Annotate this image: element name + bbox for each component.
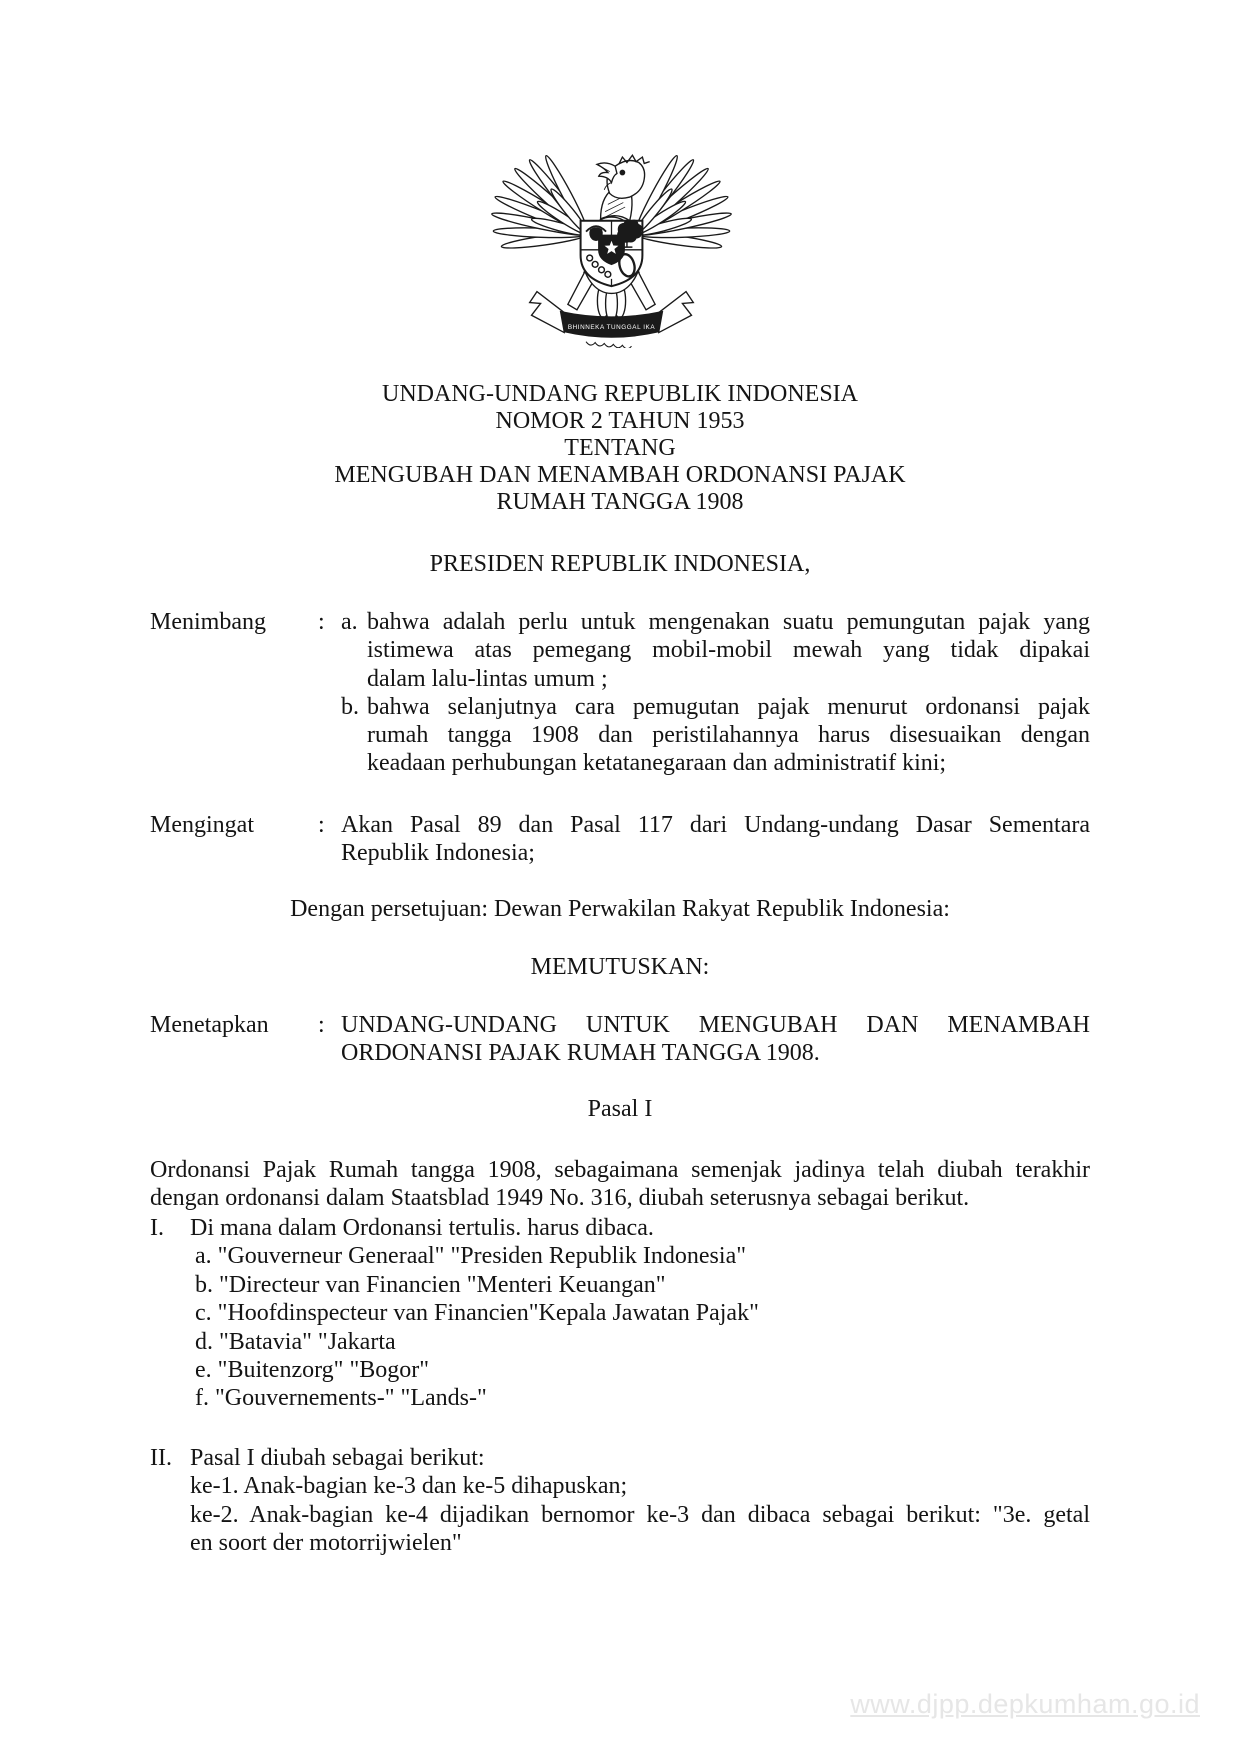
text-line: Akan Pasal 89 dan Pasal 117 dari Undang-undang Dasar Sementara	[341, 812, 1090, 838]
mengingat-section	[150, 811, 1090, 868]
list-item-e: e. "Buitenzorg" "Bogor"	[195, 1357, 430, 1384]
section-2	[150, 1444, 1090, 1558]
list-item-c: c. "Hoofdinspecteur van Financien"Kepala Jawatan Pajak"	[195, 1300, 759, 1327]
memutuskan-heading: MEMUTUSKAN:	[530, 954, 710, 980]
text-line: bahwa selanjutnya cara pemugutan pajak menurut ordonansi pajak	[367, 693, 1090, 720]
item-text	[367, 693, 1090, 778]
intro-paragraph	[150, 1156, 1090, 1213]
section-1-content	[190, 1214, 1090, 1413]
section-1	[150, 1214, 1090, 1413]
text-line: bahwa adalah perlu untuk mengenakan suatu pemungutan pajak yang	[367, 609, 1090, 635]
head	[597, 155, 650, 220]
shield-emblem	[581, 220, 643, 286]
title-line-5: RUMAH TANGGA 1908	[496, 489, 744, 515]
section-1-items	[190, 1242, 1090, 1412]
menetapkan-colon: :	[318, 1012, 325, 1038]
title-line-3: TENTANG	[564, 435, 676, 461]
mengingat-label: Mengingat	[150, 812, 254, 838]
section-2-line-3: en soort der motorrijwielen"	[190, 1530, 462, 1557]
mengingat-colon: :	[318, 812, 325, 838]
persetujuan-line: Dengan persetujuan: Dewan Perwakilan Rakyat Republik Indonesia:	[290, 896, 950, 922]
text-line: Republik Indonesia;	[341, 840, 535, 867]
document-title	[0, 381, 1240, 516]
text-line: keadaan perhubungan ketatanegaraan dan administratif kini;	[367, 750, 947, 777]
menimbang-label: Menimbang	[150, 609, 266, 635]
president-heading: PRESIDEN REPUBLIK INDONESIA,	[429, 551, 811, 577]
section-2-numeral: II.	[150, 1445, 172, 1471]
text-line: rumah tangga 1908 dan peristilahannya harus disesuaikan dengan	[367, 722, 1090, 749]
title-line-1: UNDANG-UNDANG REPUBLIK INDONESIA	[382, 381, 858, 407]
right-wing	[631, 154, 732, 251]
menimbang-section	[150, 608, 1090, 778]
mengingat-content	[341, 811, 1090, 868]
menetapkan-label: Menetapkan	[150, 1012, 269, 1038]
menimbang-item-b	[341, 693, 1090, 778]
pasal-1-heading: Pasal I	[587, 1096, 653, 1122]
left-wing	[491, 154, 592, 251]
motto-text: BHINNEKA TUNGGAL IKA	[567, 323, 656, 331]
item-marker: b.	[341, 693, 359, 720]
text-line: UNDANG-UNDANG UNTUK MENGUBAH DAN MENAMBAH	[341, 1012, 1090, 1038]
title-line-4: MENGUBAH DAN MENAMBAH ORDONANSI PAJAK	[334, 462, 906, 488]
watermark-url: www.djpp.depkumham.go.id	[850, 1689, 1200, 1719]
menetapkan-content	[341, 1011, 1090, 1068]
menetapkan-section	[150, 1011, 1090, 1068]
list-item-f: f. "Gouvernements-" "Lands-"	[195, 1385, 487, 1412]
text-line: dengan ordonansi dalam Staatsblad 1949 No. 316, diubah seterusnya sebagai berikut.	[150, 1185, 970, 1212]
garuda-pancasila-emblem	[484, 148, 739, 348]
list-item-d: d. "Batavia" "Jakarta	[195, 1328, 396, 1355]
title-line-2: NOMOR 2 TAHUN 1953	[495, 408, 745, 434]
section-1-heading: Di mana dalam Ordonansi tertulis. harus dibaca.	[190, 1215, 654, 1241]
list-item-b: b. "Directeur van Financien "Menteri Keuangan"	[195, 1271, 666, 1298]
section-2-heading: Pasal I diubah sebagai berikut:	[190, 1445, 485, 1471]
section-2-line-2: ke-2. Anak-bagian ke-4 dijadikan bernomor ke-3 dan dibaca sebagai berikut: "3e. getal	[190, 1501, 1090, 1528]
eye	[620, 170, 624, 174]
menimbang-content	[341, 608, 1090, 778]
text-line: Ordonansi Pajak Rumah tangga 1908, sebagaimana semenjak jadinya telah diubah terakhir	[150, 1157, 1090, 1183]
section-2-line-1: ke-1. Anak-bagian ke-3 dan ke-5 dihapuskan;	[190, 1473, 628, 1500]
menimbang-colon: :	[318, 609, 325, 635]
list-item-a: a. "Gouverneur Generaal" "Presiden Republik Indonesia"	[195, 1243, 747, 1270]
section-1-numeral: I.	[150, 1215, 164, 1241]
item-marker: a.	[341, 609, 358, 635]
text-line: istimewa atas pemegang mobil-mobil mewah yang tidak dipakai	[367, 637, 1090, 664]
section-2-content	[190, 1444, 1090, 1558]
item-text	[367, 608, 1090, 693]
text-line: dalam lalu-lintas umum ;	[367, 665, 608, 692]
menimbang-item-a	[341, 608, 1090, 693]
garuda-emblem-drawing	[484, 148, 739, 348]
text-line: ORDONANSI PAJAK RUMAH TANGGA 1908.	[341, 1040, 820, 1067]
